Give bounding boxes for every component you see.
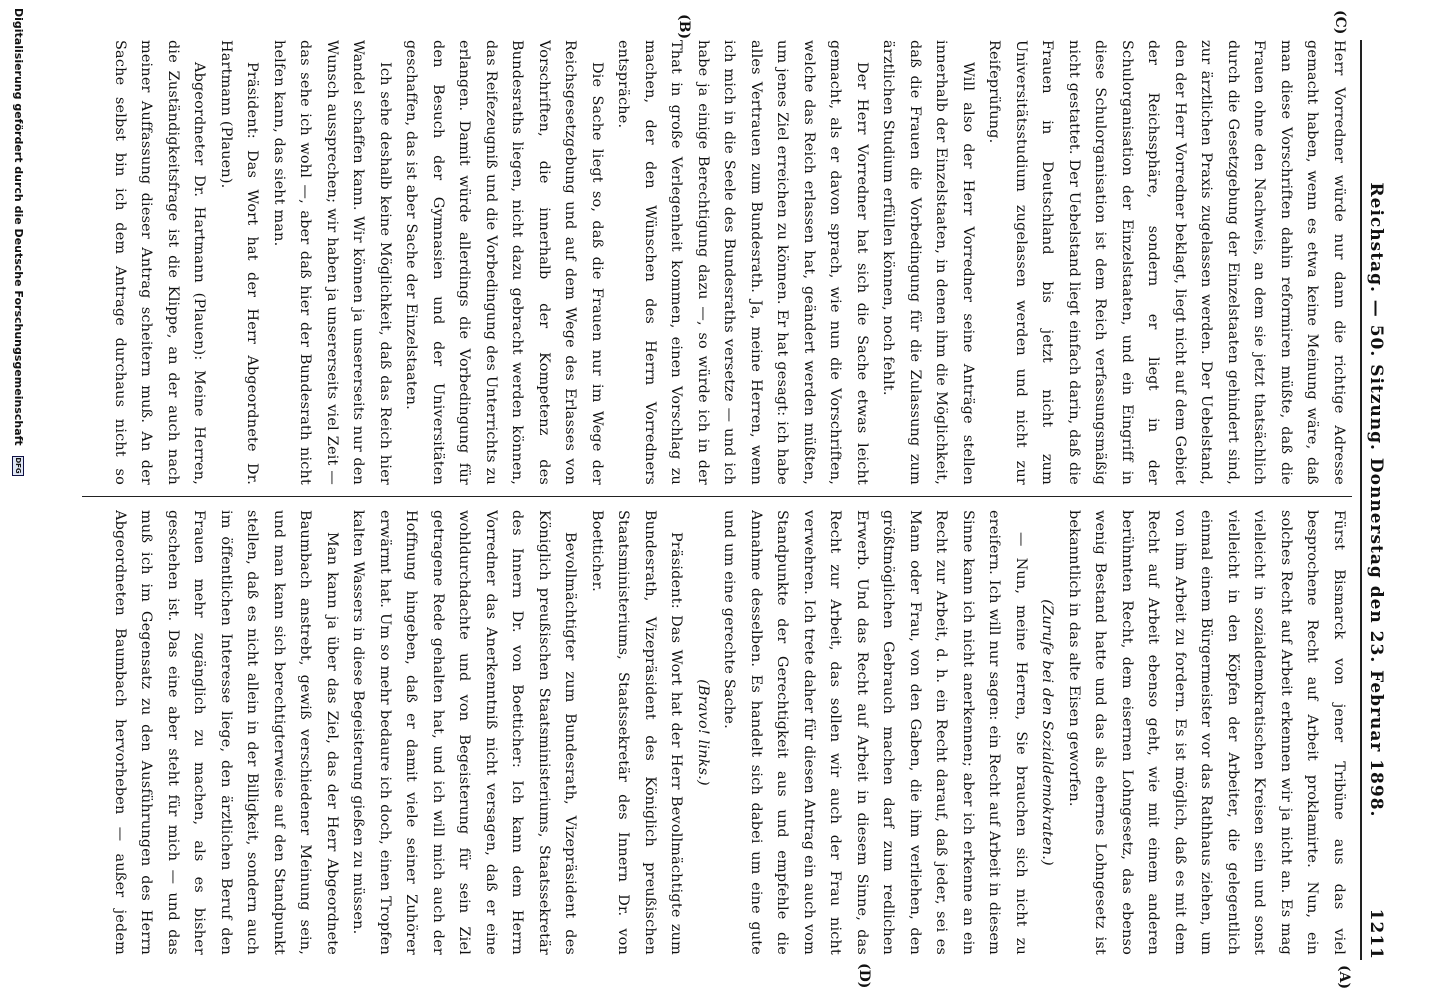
running-head: Reichstag. — 50. Sitzung. Donnerstag den 23. Februar 1898. xyxy=(1366,182,1386,818)
page-number: 1211 xyxy=(1366,908,1386,960)
speaker-paragraph: Präsident: Das Wort hat der Herr Abgeordnete Dr. Hartmann (Plauen). xyxy=(218,40,261,485)
margin-mark-b: (B) xyxy=(676,14,692,40)
paragraph: — Nun, meine Herren, Sie brauchen sich nicht zu ereifern. Ich will nur sagen: ein Recht auf Arbeit in diesem Sinne kann ich nicht anerkennen; aber ich erkenne an ein Recht zur Arbeit, d. h. ein Recht darauf, daß jeder, sei es Mann oder Frau, von den Gaben, die ihm verliehen, den größtmöglichen Gebrauch machen darf zum redlichen Erwerb. Und das Recht auf Arbeit in diesem Sinne, das Recht zur Arbeit, das sollen wir auch der Frau nicht verwehren. Ich trete daher für diesen Antrag ein auch vom Standpunkte der Gerechtigkeit aus und empfehle die Annahme desselben. Es handelt sich dabei um eine gute und um eine gerechte Sache. xyxy=(721,510,1029,955)
paragraph: Ich sehe deshalb keine Möglichkeit, daß das Reich hier Wandel schaffen kann. Wir können ja unsererseits nur den Wunsch aussprechen; wir haben ja unsererseits viel Zeit — das sehe ich wohl —, aber daß hier der Bundesrath nicht helfen kann, das sieht man. xyxy=(271,40,393,485)
footer xyxy=(6,0,36,1000)
text-column-right xyxy=(102,40,1352,485)
interjection: (Zurufe bei den Sozialdemokraten.) xyxy=(1039,599,1056,866)
text-column-left xyxy=(102,510,1352,955)
column-divider xyxy=(82,496,1352,497)
paragraph: Herr Vorredner würde nur dann die richtige Adresse gemacht haben, wenn es etwa keine Meinung wäre, daß man diese Vorschriften dahin reformiren müßte, daß die Frauen ohne den Nachweis, an dem sie jetzt thatsächlich durch die Gesetzgebung der Einzelstaaten gehindert sind, zur ärztlichen Praxis zugelassen werden. Der Uebelstand, den der Herr Vorredner beklagt, liegt nicht auf dem Gebiet der Reichssphäre, sondern er liegt in der Schulorganisation der Einzelstaaten, und ein Eingriff in diese Schulorganisation ist dem Reich verfassungsmäßig nicht gestattet. Der Uebelstand liegt einfach darin, daß die Frauen in Deutschland bis jetzt nicht zum Universitätsstudium zugelassen werden und nicht zur Reifeprüfung. xyxy=(986,40,1347,485)
margin-mark-d: (D) xyxy=(856,963,872,989)
paragraph: Die Sache liegt so, daß die Frauen nur im Wege der Reichsgesetzgebung und auf dem Wege des Erlasses von Vorschriften, die innerhalb der Kompetenz des Bundesraths liegen, nicht dazu gebracht werden können, das Reifezeugniß und die Vorbedingung des Unterrichts zu erlangen. Damit würde allerdings die Vorbedingung für den Besuch der Gymnasien und der Universitäten geschaffen, das ist aber Sache der Einzelstaaten. xyxy=(403,40,605,485)
interjection: (Bravo! links.) xyxy=(695,679,711,786)
header-rule xyxy=(1360,40,1362,960)
paragraph: Der Herr Vorredner hat sich die Sache etwas leicht gemacht, als er davon sprach, wie nun die Vorschriften, welche das Reich erlassen hat, geändert werden müßten, um jenes Ziel erreichen zu können. Er hat gesagt: ich habe alles Vertrauen zum Bundesrath. Ja, meine Herren, wenn ich mich in die Seele des Bundesraths versetze — und ich habe ja einige Berechtigung dazu —, so würde ich in der That in große Verlegenheit kommen, einen Vorschlag zu machen, der den Wünschen des Herrn Vorredners entspräche. xyxy=(615,40,870,485)
dfg-logo-icon xyxy=(12,456,24,476)
paragraph: Will also der Herr Vorredner seine Anträge stellen innerhalb der Einzelstaaten, in denen ihm die Möglichkeit, daß die Frauen die Vorbedingung für die Zulassung zum ärztlichen Studium erfüllen können, noch fehlt. xyxy=(880,40,976,485)
paragraph: Man kann ja über das Ziel, das der Herr Abgeordnete Baumbach anstrebt, gewiß verschiedener Meinung sein, und man kann sich berechtigterweise auf den Standpunkt stellen, daß es nicht allein in der Billigkeit, sondern auch im öffentlichen Interesse liege, den ärztlichen Beruf den Frauen mehr zugänglich zu machen, als es bisher geschehen ist. Das eine aber steht für mich — und das muß ich im Gegensatz zu den Ausführungen des Herrn Abgeordneten Baumbach hervorheben — außer jedem xyxy=(112,510,340,955)
margin-mark-c: (C) xyxy=(1332,10,1348,35)
digitization-credit xyxy=(12,8,25,988)
credit-text: Digitalisierung gefördert durch die Deutsche Forschungsgemeinschaft xyxy=(12,8,25,446)
speaker-paragraph: Bevollmächtigter zum Bundesrath, Vizepräsident des Königlich preußischen Staatsministeriums, Staatssekretär des Innern Dr. von Boetticher: Ich kann dem Herrn Vorredner das Anerkenntniß nicht versagen, daß er eine wohldurchdachte und von Begeisterung für sein Ziel getragene Rede gehalten hat, und ich will mich auch der Hoffnung hingeben, daß er damit viele seiner Zuhörer erwärmt hat. Um so mehr bedaure ich doch, einen Tropfen kalten Wassers in diese Begeisterung gießen zu müssen. xyxy=(350,510,579,955)
logo-text: DFG xyxy=(14,457,22,474)
margin-mark-a: (A) xyxy=(1336,965,1352,990)
speaker-paragraph: Präsident: Das Wort hat der Herr Bevollmächtigte zum Bundesrath, Vizepräsident des Königlich preußischen Staatsministeriums, Staatssekretär des Innern Dr. von Boetticher. xyxy=(589,510,685,955)
paragraph: Fürst Bismarck von jener Tribüne aus das viel besprochene Recht auf Arbeit proklamirte. Nun, ein solches Recht auf Arbeit erkennen wir ja nicht an. Es mag vielleicht in sozialdemokratischen Kreisen sein und sonst vielleicht in den Köpfen der Arbeiter, die gelegentlich einmal einem Bürgermeister vor das Rathhaus ziehen, um von ihm Arbeit zu fordern. Es ist möglich, daß es mit dem Recht auf Arbeit ebenso geht, wie mit einem anderen berühmten Recht, dem eisernen Lohngesetz, das ebenso wenig Bestand hatte und das als ehernes Lohngesetz ist bekanntlich in das alte Eisen geworfen. xyxy=(1066,510,1347,955)
speaker-paragraph: Abgeordneter Dr. Hartmann (Plauen): Meine Herren, die Zuständigkeitsfrage ist die Klippe, an der auch nach meiner Auffassung dieser Antrag scheitern muß. An der Sache selbst bin ich dem Antrage durchaus nicht so xyxy=(112,40,208,485)
